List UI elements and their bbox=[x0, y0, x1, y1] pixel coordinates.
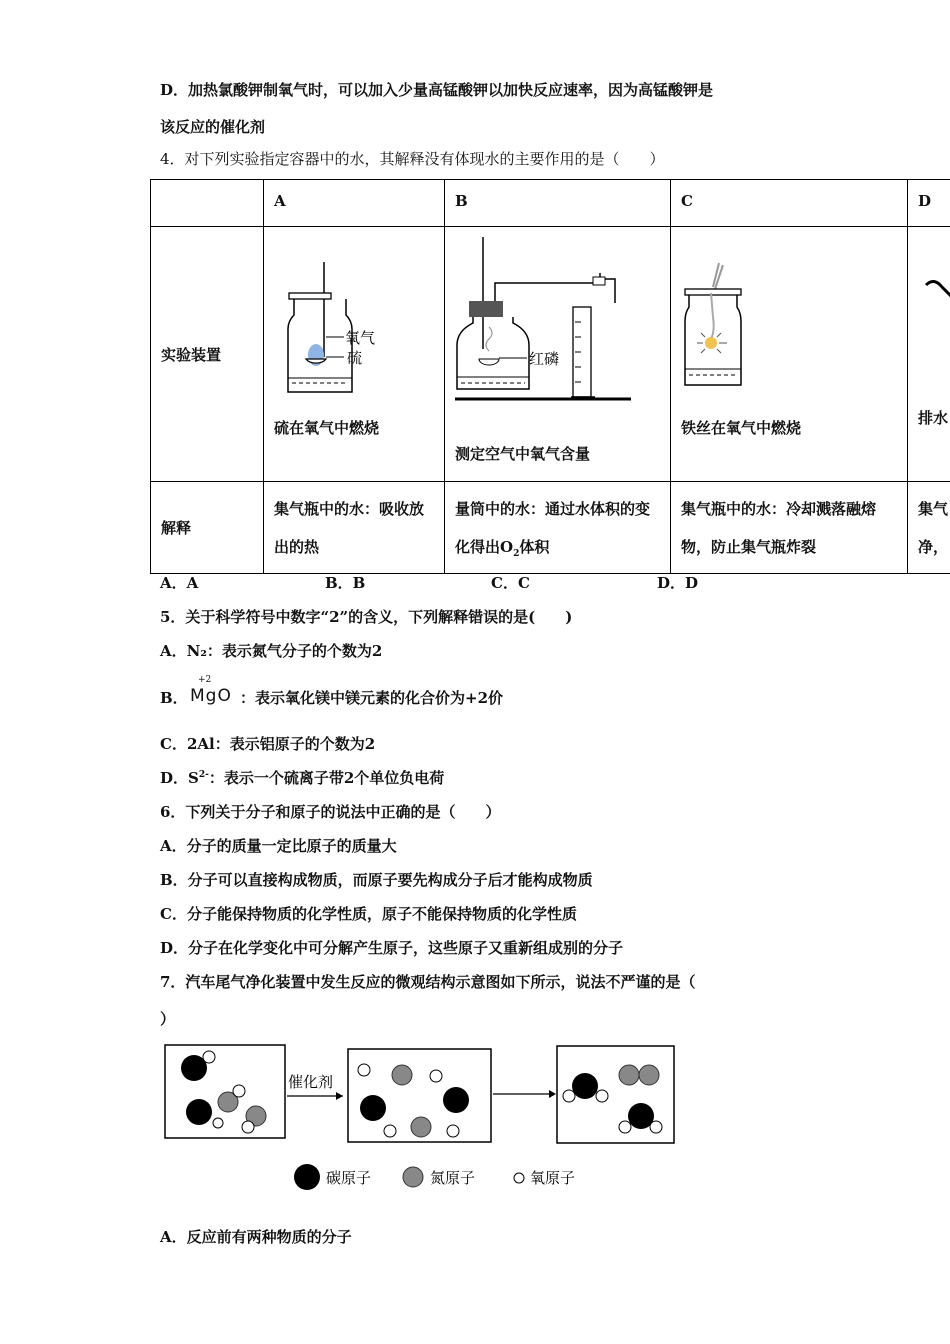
mgo-formula: MgO bbox=[190, 686, 232, 706]
q5-option-d[interactable]: D．$S^{2-}$：表示一个硫离子带2个单位负电荷 bbox=[160, 769, 445, 787]
caption-b: 测定空气中氧气含量 bbox=[455, 445, 591, 463]
question-4-table-wrap bbox=[0, 0, 950, 580]
question-7-stem: 7．汽车尾气净化装置中发生反应的微观结构示意图如下所示，说法不严谨的是（ bbox=[160, 973, 696, 991]
caption-d: 排水 bbox=[918, 409, 949, 427]
q5-option-b-text: ：表示氧化镁中镁元素的化合价为+2价 bbox=[240, 689, 504, 707]
header-empty bbox=[151, 180, 264, 227]
legend-carbon: 碳原子 bbox=[326, 1169, 372, 1187]
header-b: B bbox=[445, 180, 671, 227]
label-oxygen: 氧气 bbox=[345, 329, 376, 347]
header-c: C bbox=[671, 180, 908, 227]
q4-option-b[interactable]: B．B bbox=[325, 574, 366, 592]
row-label-explain: 解释 bbox=[151, 482, 264, 574]
legend-oxygen: 氧原子 bbox=[530, 1169, 576, 1187]
q6-option-d[interactable]: D．分子在化学变化中可分解产生原子，这些原子又重新组成别的分子 bbox=[160, 939, 624, 957]
q4-option-d[interactable]: D．D bbox=[657, 574, 699, 592]
header-d: D bbox=[908, 180, 950, 227]
option-d-line1: D．加热氯酸钾制氧气时，可以加入少量高锰酸钾以加快反应速率，因为高锰酸钾是 bbox=[160, 81, 714, 99]
apparatus-a bbox=[264, 227, 445, 482]
header-a: A bbox=[264, 180, 445, 227]
mgo-valence: +2 bbox=[198, 675, 212, 685]
question-4-table bbox=[150, 179, 950, 574]
q6-option-b[interactable]: B．分子可以直接构成物质，而原子要先构成分子后才能构成物质 bbox=[160, 871, 593, 889]
question-5-stem: 5．关于科学符号中数字“2”的含义，下列解释错误的是( ) bbox=[160, 608, 573, 626]
question-4-stem: 4．对下列实验指定容器中的水，其解释没有体现水的主要作用的是（ ） bbox=[160, 150, 665, 168]
q4-option-a[interactable]: A．A bbox=[160, 574, 199, 592]
explain-c: 集气瓶中的水：冷却溅落融熔物，防止集气瓶炸裂 bbox=[671, 482, 908, 574]
question-6-stem: 6．下列关于分子和原子的说法中正确的是（ ） bbox=[160, 803, 501, 821]
option-d-line2: 该反应的催化剂 bbox=[160, 118, 266, 136]
reaction-diagram bbox=[160, 1040, 680, 1200]
q4-option-c[interactable]: C．C bbox=[491, 574, 530, 592]
explain-b: 量筒中的水：通过水体积的变化得出$O_2$体积 bbox=[445, 482, 671, 574]
label-sulfur: 硫 bbox=[347, 349, 363, 367]
sulfur-burning-figure bbox=[264, 227, 445, 481]
iron-burning-figure bbox=[671, 227, 908, 481]
legend-nitrogen-icon bbox=[403, 1167, 423, 1187]
q7-option-a[interactable]: A．反应前有两种物质的分子 bbox=[160, 1228, 352, 1246]
before-box bbox=[165, 1045, 285, 1138]
explain-a: 集气瓶中的水：吸收放出的热 bbox=[264, 482, 445, 574]
apparatus-d bbox=[908, 227, 950, 482]
caption-a: 硫在氧气中燃烧 bbox=[274, 419, 380, 437]
caption-c: 铁丝在氧气中燃烧 bbox=[681, 419, 802, 437]
water-collection-figure bbox=[908, 227, 950, 481]
apparatus-b bbox=[445, 227, 671, 482]
q5-option-a[interactable]: A．N₂：表示氮气分子的个数为2 bbox=[160, 642, 383, 660]
legend-carbon-icon bbox=[294, 1164, 320, 1190]
row-label-apparatus: 实验装置 bbox=[151, 227, 264, 482]
legend-oxygen-icon bbox=[514, 1173, 524, 1183]
q6-option-c[interactable]: C．分子能保持物质的化学性质，原子不能保持物质的化学性质 bbox=[160, 905, 577, 923]
q5-option-b-prefix[interactable]: B． bbox=[160, 689, 188, 707]
explain-d: 集气净， bbox=[908, 482, 950, 574]
legend-nitrogen: 氮原子 bbox=[430, 1169, 476, 1187]
question-7-stem-end: ） bbox=[160, 1010, 176, 1028]
catalyst-label: 催化剂 bbox=[288, 1073, 334, 1091]
apparatus-c bbox=[671, 227, 908, 482]
q5-option-c[interactable]: C．2Al：表示铝原子的个数为2 bbox=[160, 735, 376, 753]
label-phosphorus: 红磷 bbox=[529, 350, 560, 368]
q6-option-a[interactable]: A．分子的质量一定比原子的质量大 bbox=[160, 837, 397, 855]
